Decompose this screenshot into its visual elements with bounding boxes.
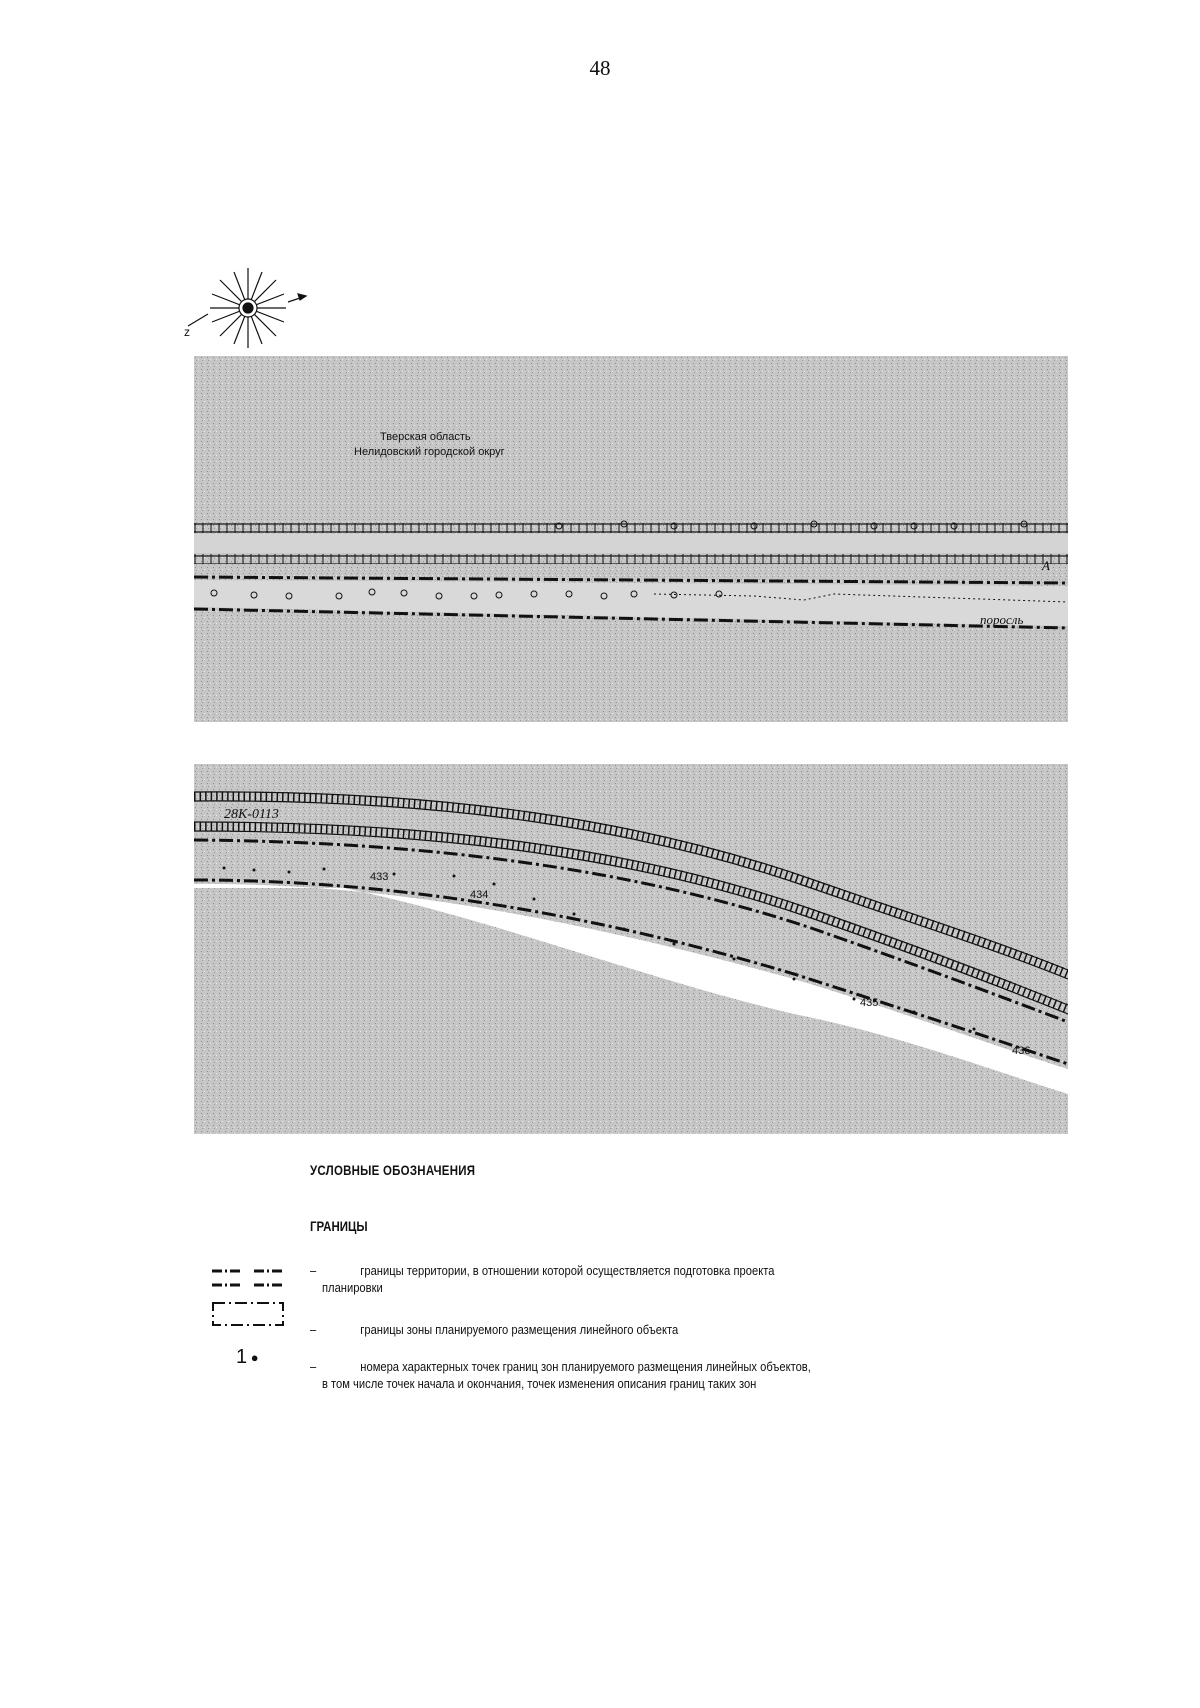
point-number: 436 [1012,1045,1031,1057]
legend-item-text: номера характерных точек границ зон планируемого размещения линейных объектов, [360,1359,811,1374]
legend-item-text-continued: в том числе точек начала и окончания, точек изменения описания границ таких зон [322,1376,757,1391]
boundary-legend-symbol [210,1265,292,1335]
legend-dash: – [310,1322,317,1337]
legend-item-territory-boundary [310,1262,1010,1296]
point-number: 434 [470,889,489,901]
point-number: 433 [370,871,389,883]
map-panel-upper [194,356,1068,722]
marker-a-label: A [1042,558,1050,573]
legend-item-text-continued: планировки [322,1280,383,1295]
legend-section-title: ГРАНИЦЫ [310,1218,368,1234]
legend-dash: – [310,1359,317,1374]
map-panel-lower [194,764,1068,1134]
vegetation-label: поросль [980,612,1024,627]
legend-item-text: границы зоны планируемого размещения линейного объекта [360,1322,679,1337]
legend-item-zone-boundary [310,1321,1010,1338]
svg-text:z: z [184,325,190,339]
point-number-legend-digit: 1 [236,1346,248,1368]
point-number-legend-symbol [236,1346,259,1369]
compass-rose-icon [182,258,312,358]
legend-item-text: границы территории, в отношении которой осуществляется подготовка проекта [360,1263,775,1278]
district-label: Нелидовский городской округ [354,446,505,458]
point-number: 435 [860,997,879,1009]
road-label: 28К-0113 [224,807,279,822]
legend-dash: – [310,1263,317,1278]
page-number: 48 [589,56,611,80]
legend-item-point-numbers [310,1358,1030,1392]
legend-title: УСЛОВНЫЕ ОБОЗНАЧЕНИЯ [310,1162,476,1178]
point-dot-icon: ● [247,1350,259,1366]
region-label: Тверская область [380,431,471,443]
